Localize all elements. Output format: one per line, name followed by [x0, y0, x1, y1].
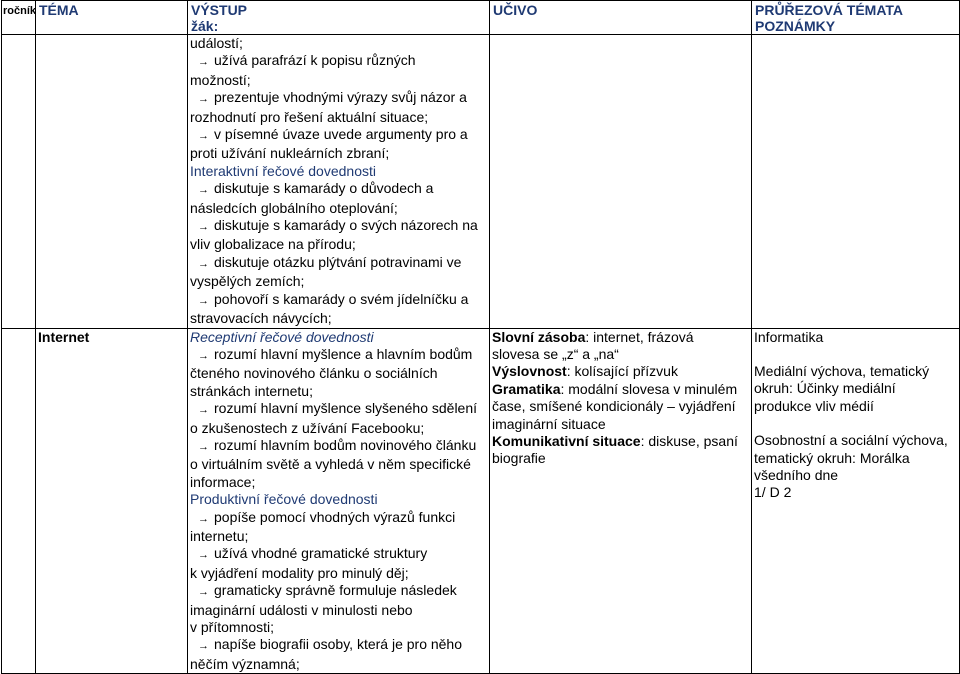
line-text: Interaktivní řečové dovednosti	[190, 162, 376, 179]
header-vystup-title: VÝSTUP	[191, 2, 248, 18]
line-text: něčím významná;	[190, 655, 300, 672]
ucivo-text: : diskuse, psaní	[640, 432, 738, 449]
ucivo-text: imaginární situace	[492, 415, 606, 432]
line-text: proti užívání nukleárních zbraní;	[190, 145, 390, 162]
line-text: k vyjádření modality pro minulý děj;	[190, 564, 409, 581]
ucivo-text: : internet, frázová	[585, 328, 694, 345]
arrow-right-icon: →	[198, 294, 209, 307]
line-text: diskutuje s kamarády o důvodech a	[214, 180, 434, 197]
row2-ucivo-list	[490, 329, 751, 468]
line-text: rozumí hlavní myšlence a hlavním bodům	[214, 345, 473, 362]
row1-tema	[36, 35, 188, 329]
text-line	[190, 273, 487, 290]
line-text: užívá vhodné gramatické struktury	[214, 545, 428, 562]
arrow-right-icon: →	[198, 640, 209, 653]
row2-vystup	[188, 328, 490, 674]
prurez-line: okruh: Účinky mediální	[754, 380, 896, 397]
text-line	[190, 565, 487, 582]
header-vystup-subtitle: žák:	[191, 18, 219, 34]
row-internet	[2, 328, 960, 674]
line-text: stránkách internetu;	[190, 382, 313, 399]
prurez-line: tematický okruh: Morálka	[754, 449, 910, 466]
text-line	[190, 420, 487, 437]
ucivo-line	[492, 346, 749, 363]
arrow-right-icon: →	[198, 512, 209, 525]
text-line	[190, 163, 487, 180]
text-line	[190, 456, 487, 473]
row2-prurez-list	[752, 329, 959, 502]
text-line	[190, 89, 487, 108]
arrow-right-icon: →	[198, 549, 209, 562]
header-poznamky: POZNÁMKY	[755, 18, 836, 34]
arrow-right-icon: →	[198, 56, 209, 69]
text-line	[190, 474, 487, 491]
line-text: rozumí hlavním bodům novinového článku	[214, 436, 477, 453]
ucivo-line	[492, 416, 749, 433]
row2-rocnik	[2, 328, 36, 674]
text-line	[190, 291, 487, 310]
line-text: pohovoří s kamarády o svém jídelníčku a	[214, 290, 469, 307]
text-line	[190, 509, 487, 528]
line-text: prezentuje vhodnými výrazy svůj názor a	[214, 89, 467, 106]
header-row	[2, 1, 960, 35]
text-line	[190, 545, 487, 564]
line-text: informace;	[190, 473, 256, 490]
row2-ucivo	[490, 328, 752, 674]
header-prurez	[752, 1, 960, 35]
line-text: užívá parafrází k popisu různých	[214, 52, 416, 69]
curriculum-table	[1, 0, 960, 674]
prurez-line: Informatika	[754, 328, 824, 345]
text-line	[190, 602, 487, 619]
line-text: Produktivní řečové dovednosti	[190, 491, 378, 508]
prurez-line: produkce vliv médií	[754, 397, 874, 414]
line-text: vliv globalizace na přírodu;	[190, 236, 356, 253]
text-line	[190, 254, 487, 273]
prurez-line: všedního dne	[754, 466, 839, 483]
ucivo-line	[492, 433, 749, 450]
row1-prurez	[752, 35, 960, 329]
spacer	[754, 346, 957, 363]
header-rocnik: ročník	[2, 1, 36, 35]
line-text: vyspělých zemích;	[190, 273, 305, 290]
text-line	[190, 145, 487, 162]
ucivo-label: Slovní zásoba	[492, 328, 586, 345]
arrow-right-icon: →	[198, 130, 209, 143]
line-text: možností;	[190, 71, 251, 88]
row2-tema	[36, 328, 188, 674]
arrow-right-icon: →	[198, 221, 209, 234]
text-line	[190, 109, 487, 126]
text-line	[190, 180, 487, 199]
text-line	[190, 310, 487, 327]
arrow-right-icon: →	[198, 440, 209, 453]
text-line	[190, 365, 487, 382]
topic-internet: Internet	[38, 328, 90, 345]
text-line	[190, 346, 487, 365]
text-line	[190, 582, 487, 601]
text-line	[190, 200, 487, 217]
ucivo-label: Gramatika	[492, 380, 561, 397]
line-text: popíše pomocí vhodných výrazů funkci	[214, 508, 456, 525]
header-prurez-title: PRŮŘEZOVÁ TÉMATA	[755, 2, 904, 18]
arrow-right-icon: →	[198, 349, 209, 362]
header-vystup	[188, 1, 490, 35]
text-line	[190, 528, 487, 545]
ucivo-text: : kolísající přízvuk	[566, 363, 678, 380]
text-line	[190, 35, 487, 52]
text-line	[190, 126, 487, 145]
line-text: gramaticky správně formuluje následek	[214, 582, 457, 599]
prurez-line: 1/ D 2	[754, 484, 792, 501]
spacer	[754, 415, 957, 432]
line-text: o virtuálním světě a vyhledá v něm specifické	[190, 456, 471, 473]
line-text: rozhodnutí pro řešení aktuální situace;	[190, 108, 429, 125]
line-text: Receptivní řečové dovednosti	[190, 328, 374, 345]
ucivo-text: slovesa se „z“ a „na“	[492, 345, 619, 362]
text-line	[190, 72, 487, 89]
text-line	[190, 656, 487, 673]
header-tema: TÉMA	[36, 1, 188, 35]
line-text: napíše biografii osoby, která je pro něho	[214, 636, 463, 653]
text-line	[190, 437, 487, 456]
line-text: čteného novinového článku o sociálních	[190, 365, 438, 382]
row-continuation	[2, 35, 960, 329]
header-ucivo: UČIVO	[490, 1, 752, 35]
text-line	[190, 619, 487, 636]
ucivo-line	[492, 363, 749, 380]
arrow-right-icon: →	[198, 586, 209, 599]
row1-vystup-list	[188, 35, 489, 328]
ucivo-text: čase, smíšené kondicionály – vyjádření	[492, 398, 736, 415]
text-line	[190, 329, 487, 346]
row1-vystup	[188, 35, 490, 329]
line-text: v přítomnosti;	[190, 619, 275, 635]
text-line	[190, 52, 487, 71]
row2-prurez	[752, 328, 960, 674]
prurez-line: Osobnostní a sociální výchova,	[754, 432, 948, 449]
ucivo-label: Komunikativní situace	[492, 432, 641, 449]
line-text: následcích globálního oteplování;	[190, 199, 398, 216]
line-text: diskutuje otázku plýtvání potravinami ve	[214, 253, 462, 270]
arrow-right-icon: →	[198, 404, 209, 417]
line-text: o zkušenostech z užívání Facebooku;	[190, 419, 425, 436]
ucivo-line	[492, 381, 749, 398]
ucivo-line	[492, 450, 749, 467]
row1-ucivo	[490, 35, 752, 329]
ucivo-line	[492, 398, 749, 415]
prurez-line: Mediální výchova, tematický	[754, 362, 930, 379]
ucivo-label: Výslovnost	[492, 363, 567, 380]
line-text: imaginární události v minulosti nebo	[190, 601, 413, 618]
ucivo-text: biografie	[492, 450, 546, 467]
text-line	[190, 236, 487, 253]
ucivo-line	[492, 329, 749, 346]
text-line	[190, 383, 487, 400]
line-text: stravovacích návycích;	[190, 310, 332, 327]
line-text: internetu;	[190, 527, 249, 544]
text-line	[190, 491, 487, 508]
arrow-right-icon: →	[198, 93, 209, 106]
row1-rocnik	[2, 35, 36, 329]
arrow-right-icon: →	[198, 257, 209, 270]
line-text: rozumí hlavní myšlence slyšeného sdělení	[214, 400, 478, 417]
line-text: událostí;	[190, 35, 243, 51]
line-text: v písemné úvaze uvede argumenty pro a	[214, 126, 468, 143]
ucivo-text: : modální slovesa v minulém	[560, 380, 738, 397]
arrow-right-icon: →	[198, 184, 209, 197]
line-text: diskutuje s kamarády o svých názorech na	[214, 217, 478, 234]
text-line	[190, 400, 487, 419]
text-line	[190, 636, 487, 655]
row2-vystup-list	[188, 329, 489, 674]
text-line	[190, 217, 487, 236]
